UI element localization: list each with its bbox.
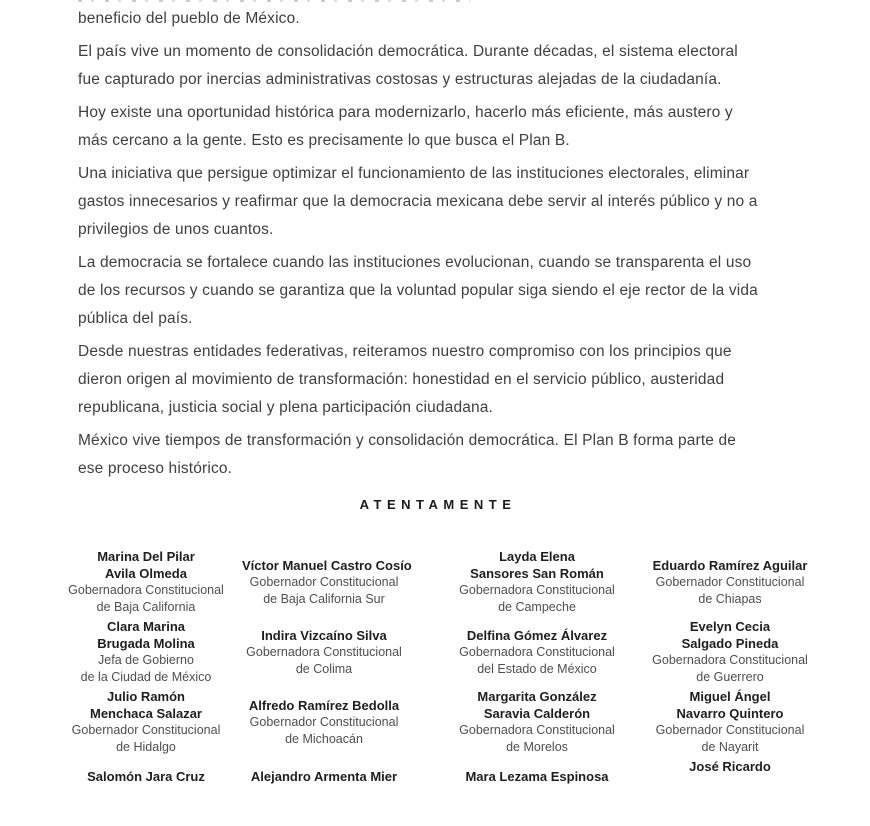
signatory-name: Clara Marina — [106, 619, 186, 634]
signatory-name: José Ricardo — [689, 759, 771, 774]
signatory-title: de Colima — [295, 661, 353, 676]
signatories-row — [0, 548, 870, 616]
signatory-name: Sansores San Román — [470, 566, 604, 581]
signatory-name: Víctor Manuel Castro Cosío — [242, 557, 412, 573]
paragraph-line: beneficio del pueblo de México. — [78, 10, 300, 27]
signatory-block — [242, 627, 406, 678]
signatories-grid — [0, 548, 870, 826]
signatory-title: Gobernadora Constitucional — [652, 653, 808, 667]
paragraph — [78, 160, 798, 244]
signatory-title: de Baja California Sur — [263, 591, 385, 606]
signatories-row — [0, 618, 870, 686]
signatory-name: Saravia Calderón — [483, 706, 591, 721]
signatory-name: Julio Ramón — [106, 689, 185, 704]
paragraph — [78, 249, 798, 333]
paragraph-line: México vive tiempos de transformación y consolidación democrática. El Plan B forma parte de — [78, 432, 737, 449]
paragraph-line: más cercano a la gente. Esto es precisamente lo que busca el Plan B. — [78, 132, 570, 149]
signatory-title: Gobernadora Constitucional — [459, 723, 615, 737]
signatory-block — [448, 548, 626, 616]
paragraph — [78, 99, 798, 155]
signatory-block — [58, 688, 234, 756]
signatory-title: de Morelos — [506, 740, 568, 754]
paragraph-line: Desde nuestras entidades federativas, reiteramos nuestro compromiso con los principios que — [78, 343, 732, 360]
signatory-title: de Michoacán — [285, 731, 363, 746]
paragraph-line: de los recursos y cuando se garantiza que la voluntad popular siga siendo el eje rector de la vida — [78, 282, 758, 299]
signatory-block — [642, 758, 818, 775]
paragraph-line: privilegios de unos cuantos. — [78, 221, 274, 238]
signatory-name: Menchaca Salazar — [89, 706, 202, 721]
signatory-title: Jefa de Gobierno — [98, 653, 194, 667]
signatory-title: del Estado de México — [477, 661, 597, 676]
signatory-block — [58, 548, 234, 616]
paragraph-line: gastos innecesarios y reafirmar que la democracia mexicana debe servir al interés público y no a — [78, 193, 758, 210]
signatory-block — [242, 557, 412, 608]
signatory-name: Brugada Molina — [97, 636, 195, 651]
signatory-title: de la Ciudad de México — [80, 670, 212, 684]
paragraph — [78, 38, 798, 94]
signatory-title: Gobernador Constitucional — [71, 723, 221, 737]
signatory-name: Navarro Quintero — [676, 706, 784, 721]
paragraph — [78, 427, 798, 483]
closing-salutation: ATENTAMENTE — [359, 497, 517, 512]
signatory-title: de Campeche — [498, 600, 576, 614]
signatory-title: de Chiapas — [698, 591, 762, 606]
signatory-name: Salomón Jara Cruz — [87, 769, 205, 784]
signatory-name: Marina Del Pilar — [97, 549, 195, 564]
signatory-block — [448, 627, 626, 678]
signatory-block — [448, 688, 626, 756]
signatory-block — [58, 758, 234, 785]
clipped-text-remnant — [78, 0, 470, 2]
signatory-title: de Baja California — [96, 600, 196, 614]
paragraph-line: dieron origen al movimiento de transformación: honestidad en el servicio público, austeridad — [78, 371, 725, 388]
signatory-title: Gobernadora Constitucional — [68, 583, 224, 597]
signatory-name: Layda Elena — [499, 549, 575, 564]
signatories-row — [0, 758, 870, 826]
signatory-name: Mara Lezama Espinosa — [465, 769, 609, 784]
signatory-name: Miguel Ángel — [689, 689, 771, 704]
signatory-title: de Guerrero — [696, 670, 764, 684]
signatories-row — [0, 688, 870, 756]
signatory-title: de Nayarit — [701, 740, 759, 754]
signatory-block — [58, 618, 234, 686]
signatory-name: Evelyn Cecia — [689, 619, 771, 634]
signatory-title: Gobernador Constitucional — [655, 723, 805, 737]
signatory-name: Alfredo Ramírez Bedolla — [248, 697, 400, 713]
signatory-block — [448, 758, 626, 785]
signatory-block — [242, 697, 406, 748]
document-body — [78, 5, 798, 483]
paragraph-line: Una iniciativa que persigue optimizar el funcionamiento de las instituciones electorales, eliminar — [78, 165, 750, 182]
signatory-name: Alejandro Armenta Mier — [250, 769, 398, 784]
paragraph-line: pública del país. — [78, 310, 193, 327]
paragraph-line: El país vive un momento de consolidación democrática. Durante décadas, el sistema electoral — [78, 43, 738, 60]
signatory-name: Eduardo Ramírez Aguilar — [652, 557, 808, 573]
paragraph — [78, 5, 798, 33]
signatory-title: Gobernador Constitucional — [249, 714, 399, 729]
paragraph-line: fue capturado por inercias administrativas costosas y estructuras alejadas de la ciudadanía. — [78, 71, 722, 88]
signatory-title: Gobernador Constitucional — [249, 574, 399, 589]
signatory-title: Gobernadora Constitucional — [459, 644, 615, 659]
signatory-name: Indira Vizcaíno Silva — [261, 627, 387, 643]
paragraph-line: La democracia se fortalece cuando las instituciones evolucionan, cuando se transparenta el uso — [78, 254, 752, 271]
paragraph — [78, 338, 798, 422]
signatory-block — [642, 688, 818, 756]
signatory-title: Gobernadora Constitucional — [459, 583, 615, 597]
signatory-block — [242, 758, 406, 785]
signatory-name: Avila Olmeda — [105, 566, 187, 581]
signatory-block — [642, 557, 818, 608]
signatory-block — [642, 618, 818, 686]
signatory-name: Margarita González — [477, 689, 597, 704]
signatory-name: Delfina Gómez Álvarez — [466, 627, 608, 643]
signatory-title: de Hidalgo — [116, 740, 176, 754]
signatory-title: Gobernador Constitucional — [655, 574, 805, 589]
paragraph-line: republicana, justicia social y plena participación ciudadana. — [78, 399, 493, 416]
signatory-title: Gobernadora Constitucional — [246, 644, 402, 659]
paragraph-line: ese proceso histórico. — [78, 460, 233, 477]
paragraph-line: Hoy existe una oportunidad histórica para modernizarlo, hacerlo más eficiente, más austero y — [78, 104, 733, 121]
signatory-name: Salgado Pineda — [681, 636, 779, 651]
